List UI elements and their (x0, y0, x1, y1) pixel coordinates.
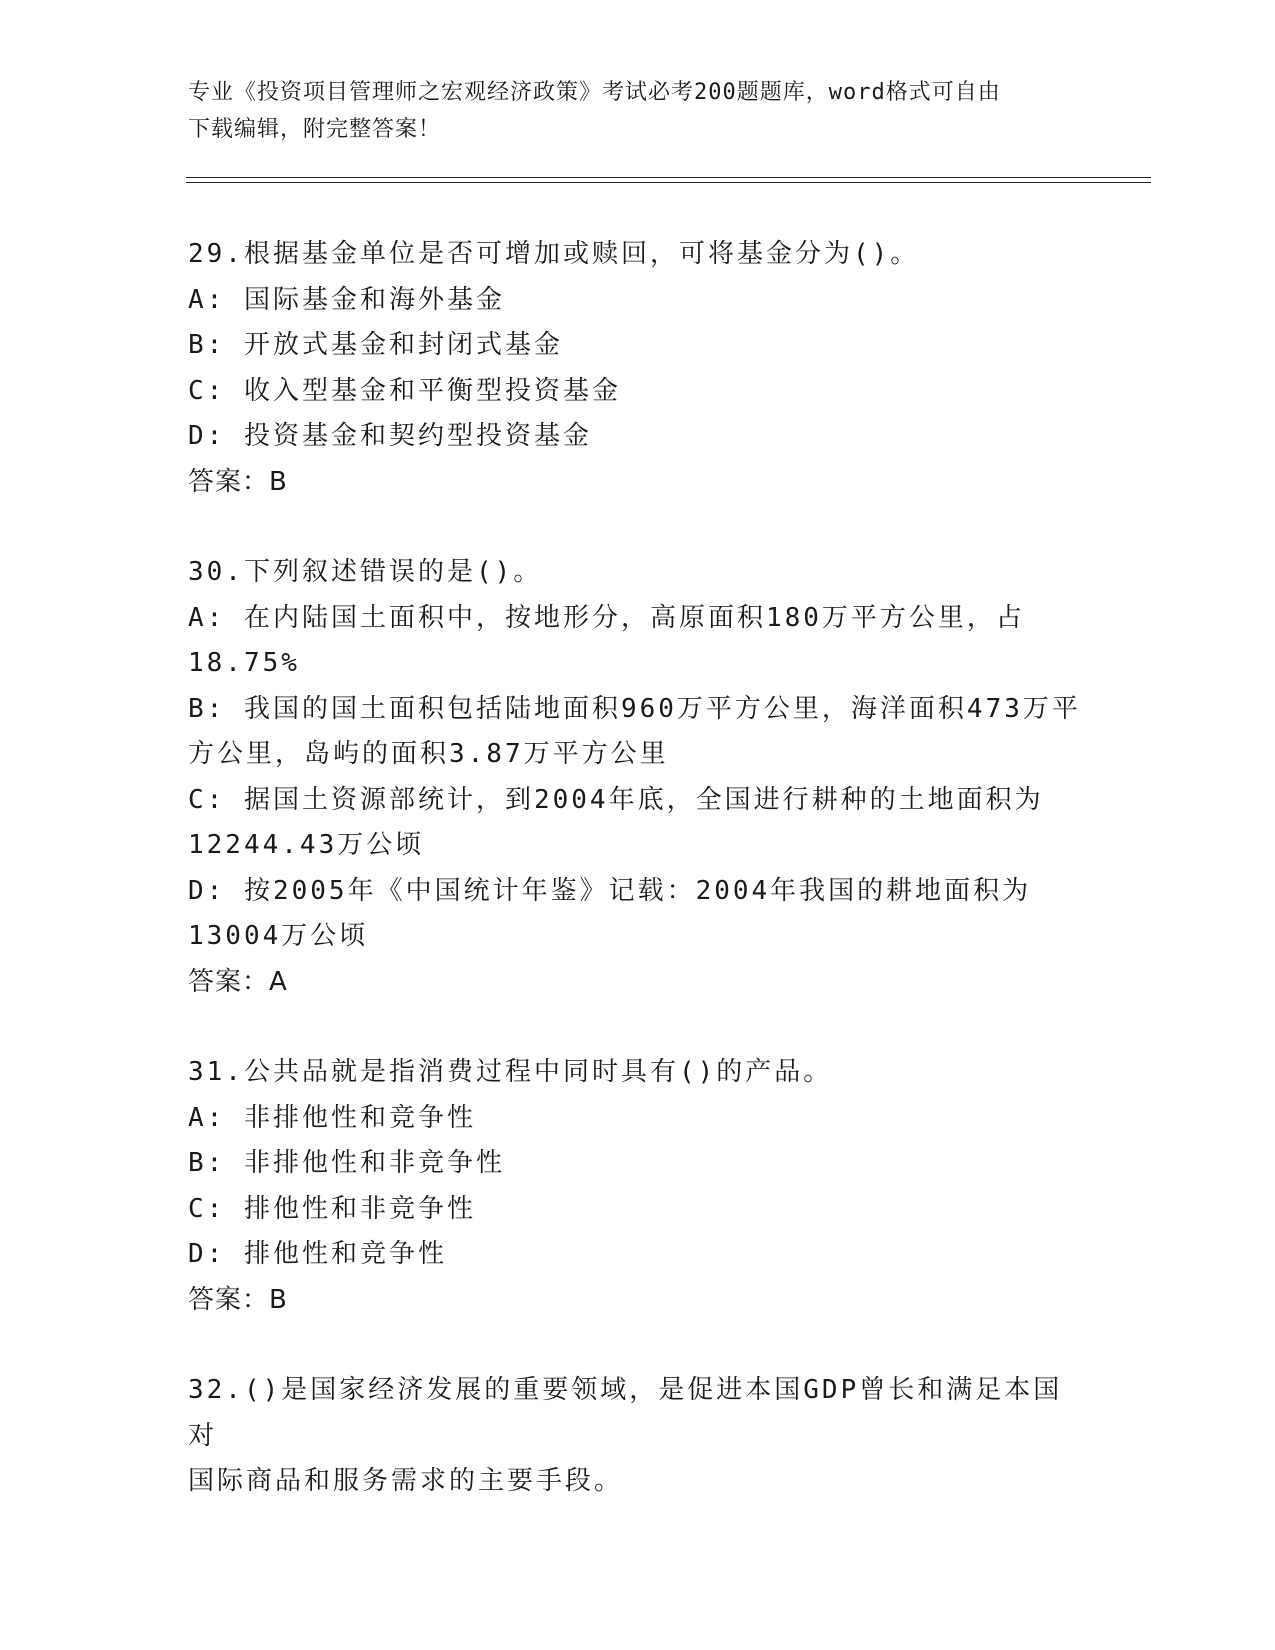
option-c: C: 据国土资源部统计，到2004年底，全国进行耕种的土地面积为 (188, 784, 1044, 815)
option-b: B: 开放式基金和封闭式基金 (188, 330, 563, 360)
question-32 (188, 1368, 1088, 1505)
option-a: A: 在内陆国土面积中，按地形分，高原面积180万平方公里，占 (188, 602, 1025, 633)
option-c-cont: 12244.43万公顷 (188, 830, 425, 860)
header-divider-bottom (186, 182, 1151, 183)
option-b: B: 非排他性和非竞争性 (188, 1148, 505, 1178)
option-a-cont: 18.75% (188, 648, 300, 678)
option-d-cont: 13004万公顷 (188, 921, 369, 951)
question-31 (188, 1050, 1088, 1323)
question-stem-cont: 国际商品和服务需求的主要手段。 (188, 1466, 624, 1496)
option-d: D: 投资基金和契约型投资基金 (188, 421, 592, 451)
option-c: C: 排他性和非竞争性 (188, 1193, 476, 1224)
header-line-2: 下载编辑，附完整答案！ (188, 117, 442, 142)
answer: 答案：B (188, 1284, 288, 1315)
question-list (188, 232, 1088, 1550)
question-stem: 29.根据基金单位是否可增加或赎回，可将基金分为()。 (188, 239, 920, 269)
question-stem: 30.下列叙述错误的是()。 (188, 557, 543, 587)
option-d: D: 按2005年《中国统计年鉴》记载：2004年我国的耕地面积为 (188, 875, 1032, 906)
question-30 (188, 550, 1088, 1005)
option-c: C: 收入型基金和平衡型投资基金 (188, 375, 621, 406)
option-b-cont: 方公里，岛屿的面积3.87万平方公里 (188, 739, 669, 769)
header-line-1: 专业《投资项目管理师之宏观经济政策》考试必考200题题库，word格式可自由 (188, 80, 1001, 105)
document-header (188, 74, 1068, 148)
option-a: A: 国际基金和海外基金 (188, 284, 505, 315)
header-divider-top (186, 177, 1151, 178)
option-b: B: 我国的国土面积包括陆地面积960万平方公里，海洋面积473万平 (188, 693, 1081, 724)
answer: 答案：B (188, 466, 288, 497)
question-stem: 32.()是国家经济发展的重要领域，是促进本国GDP曾长和满足本国对 (188, 1375, 1063, 1451)
question-29 (188, 232, 1088, 505)
option-a: A: 非排他性和竞争性 (188, 1102, 476, 1133)
question-stem: 31.公共品就是指消费过程中同时具有()的产品。 (188, 1057, 833, 1087)
option-d: D: 排他性和竞争性 (188, 1239, 447, 1269)
answer: 答案：A (188, 966, 288, 997)
